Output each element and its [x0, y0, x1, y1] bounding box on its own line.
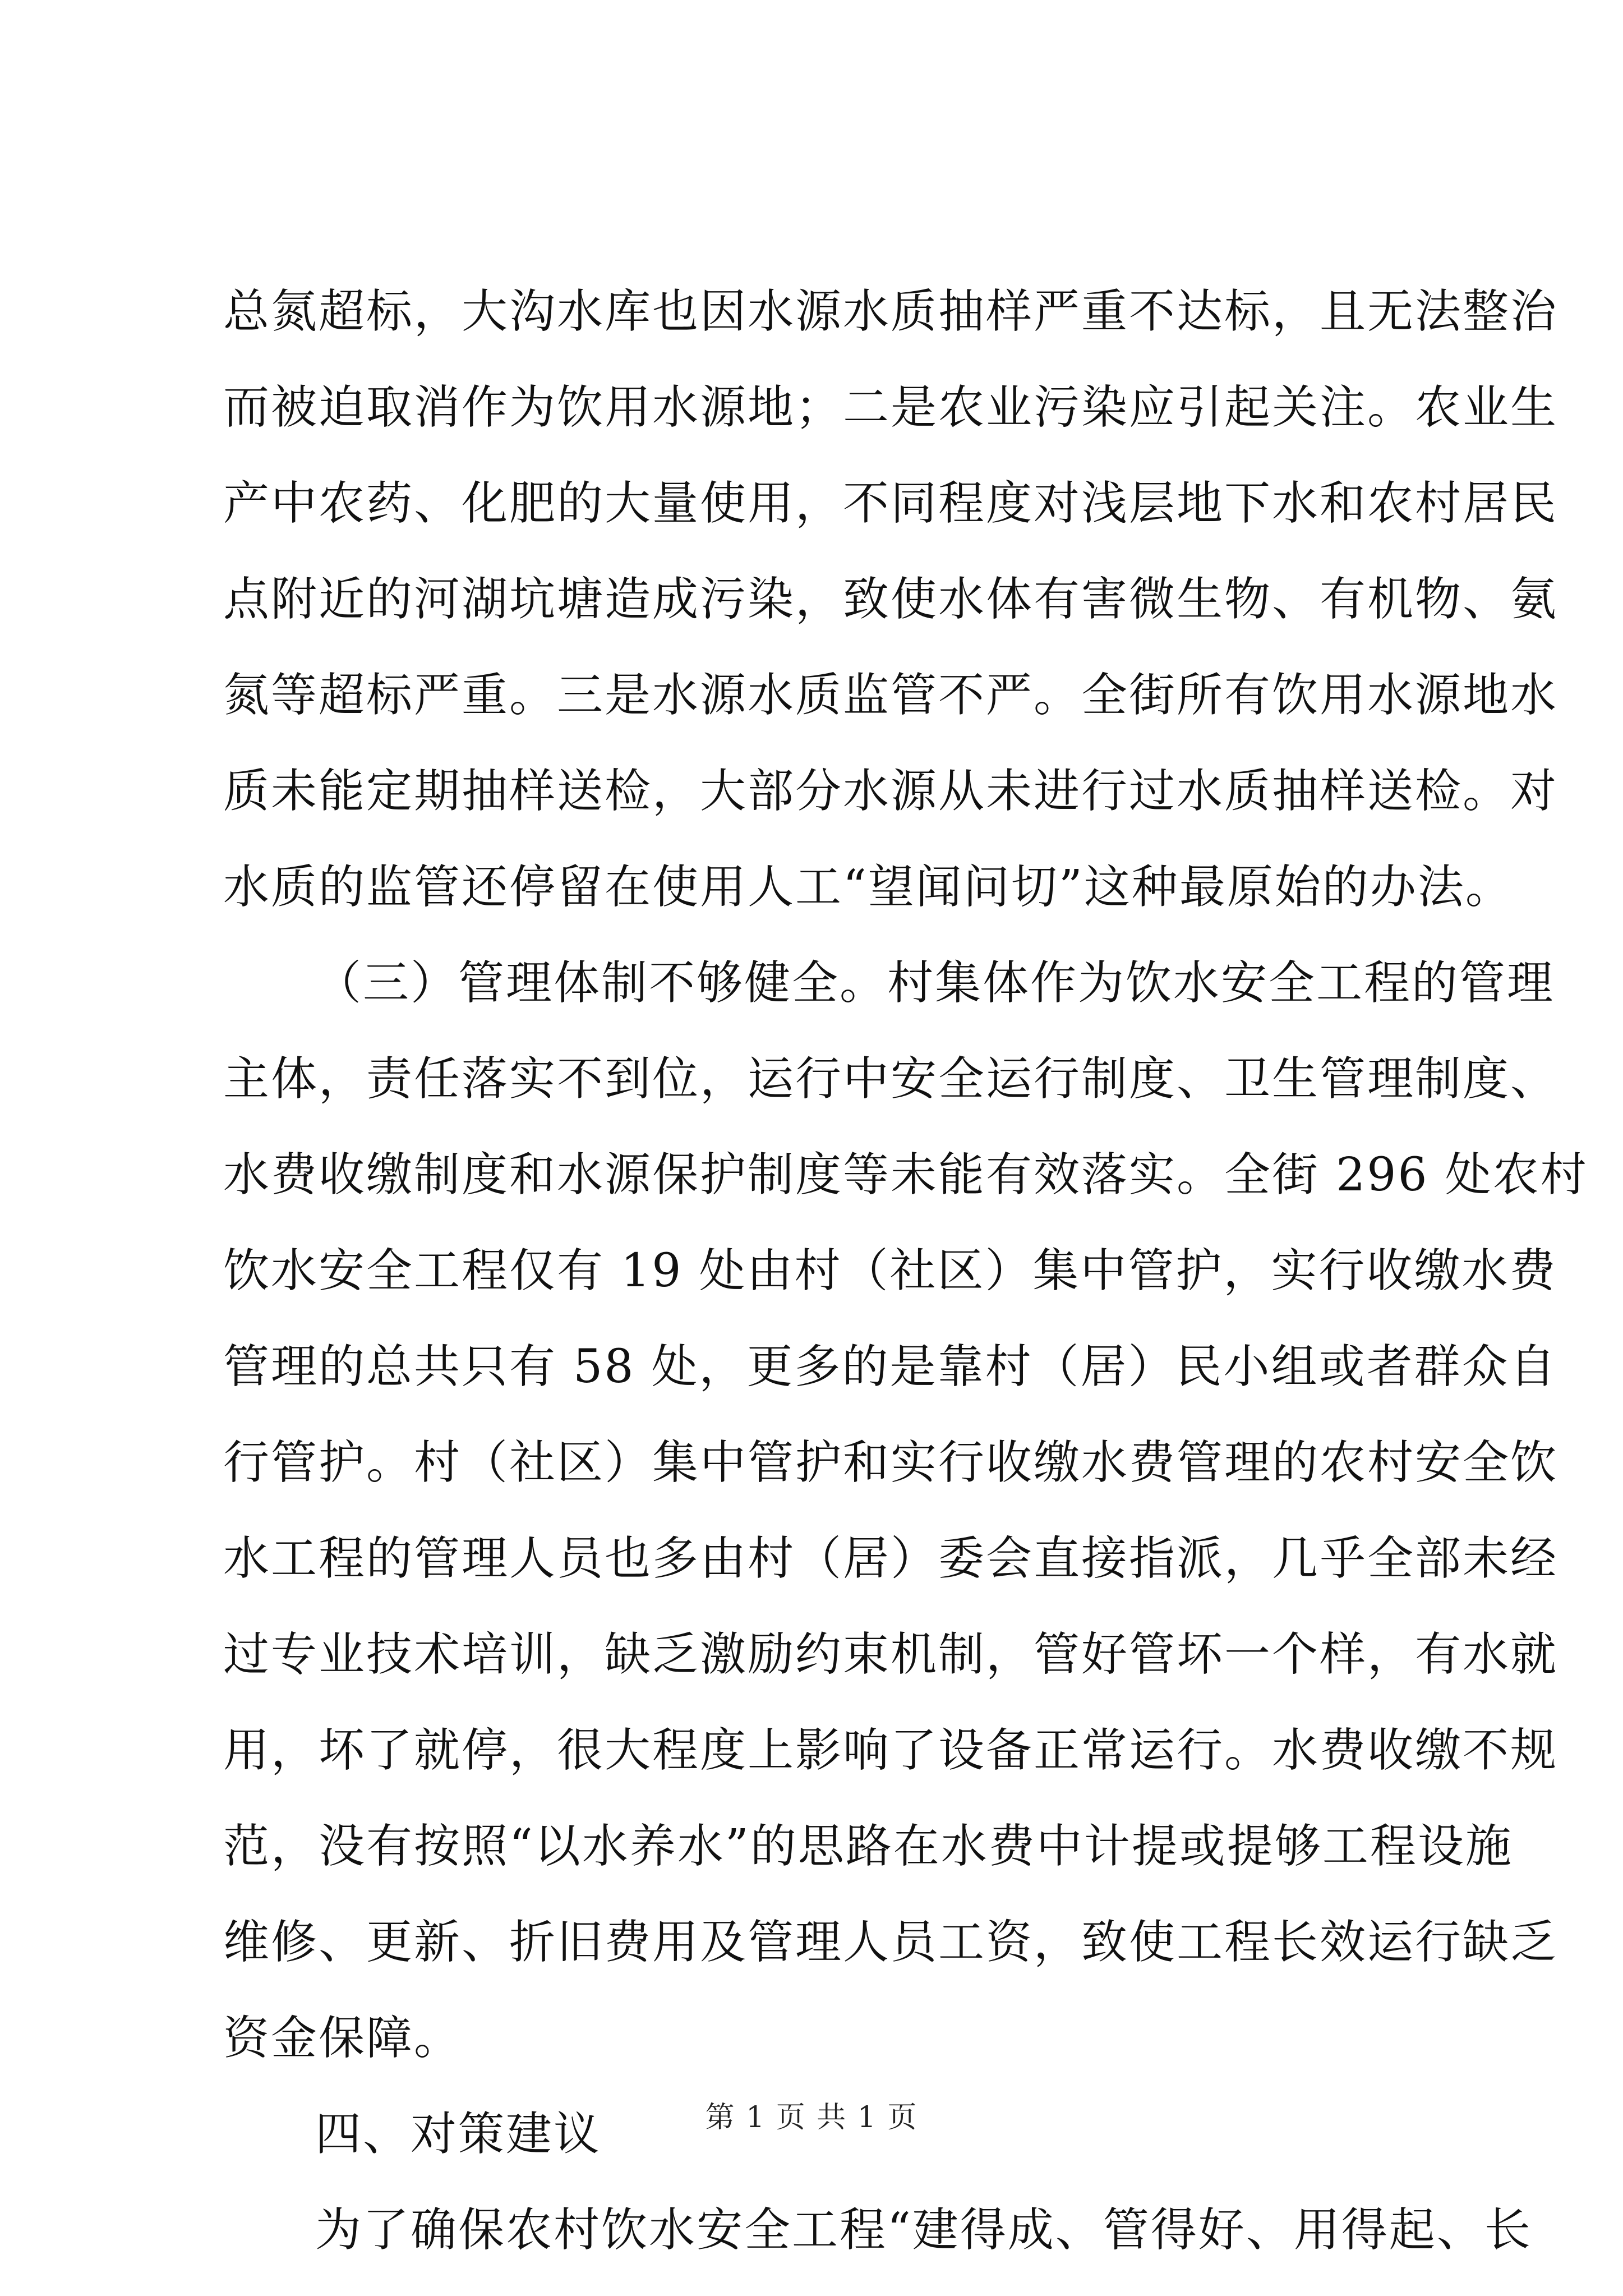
text-line: 过专业技术培训，缺乏激励约束机制，管好管坏一个样，有水就 [223, 1628, 1559, 1681]
text-line: 而被迫取消作为饮用水源地；二是农业污染应引起关注。农业生 [223, 381, 1559, 434]
text-line: 饮水安全工程仅有 19 处由村（社区）集中管护，实行收缴水费 [223, 1244, 1557, 1297]
text-line: 维修、更新、折旧费用及管理人员工资，致使工程长效运行缺乏 [223, 1916, 1559, 1969]
text-line: 水费收缴制度和水源保护制度等未能有效落实。全街 296 处农村 [223, 1148, 1588, 1202]
text-line: 质未能定期抽样送检，大部分水源从未进行过水质抽样送检。对 [223, 765, 1559, 818]
text-line: 水质的监管还停留在使用人工“望闻问切”这种最原始的办法。 [223, 861, 1513, 914]
page-footer: 第 1 页 共 1 页 [705, 2101, 918, 2134]
text-line: 用，坏了就停，很大程度上影响了设备正常运行。水费收缴不规 [223, 1724, 1559, 1777]
section-heading: 四、对策建议 [315, 2108, 602, 2161]
body-text [223, 264, 1588, 2278]
text-line: 总氮超标，大沟水库也因水源水质抽样严重不达标，且无法整治 [223, 285, 1559, 338]
text-line: 产中农药、化肥的大量使用，不同程度对浅层地下水和农村居民 [223, 477, 1559, 530]
text-line: 范，没有按照“以水养水”的思路在水费中计提或提够工程设施 [223, 1820, 1513, 1873]
text-line: 管理的总共只有 58 处，更多的是靠村（居）民小组或者群众自 [223, 1340, 1557, 1393]
text-line: 水工程的管理人员也多由村（居）委会直接指派，几乎全部未经 [223, 1532, 1559, 1585]
text-line: 主体，责任落实不到位，运行中安全运行制度、卫生管理制度、 [223, 1052, 1559, 1106]
text-line: 资金保障。 [223, 2012, 462, 2065]
text-line: 点附近的河湖坑塘造成污染，致使水体有害微生物、有机物、氨 [223, 573, 1559, 626]
paragraph-heading-line: （三）管理体制不够健全。村集体作为饮水安全工程的管理 [315, 956, 1555, 1010]
text-line: 为了确保农村饮水安全工程“建得成、管得好、用得起、长 [315, 2203, 1532, 2257]
text-line: 氮等超标严重。三是水源水质监管不严。全街所有饮用水源地水 [223, 669, 1559, 722]
text-line: 行管护。村（社区）集中管护和实行收缴水费管理的农村安全饮 [223, 1436, 1559, 1489]
